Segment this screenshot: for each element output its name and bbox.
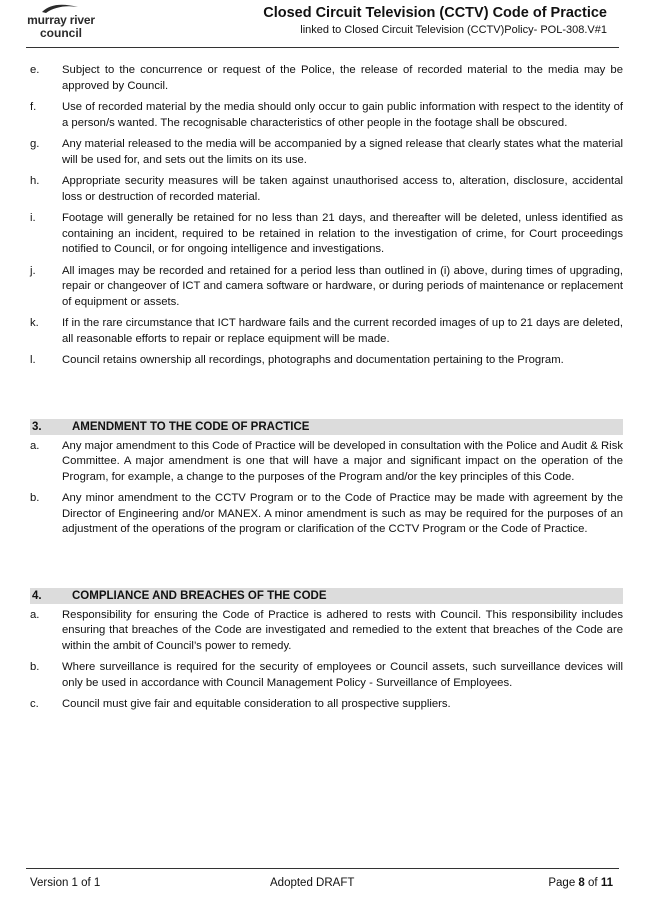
section-number: 3. (32, 420, 42, 433)
item-letter: h. (30, 175, 40, 187)
list-item (30, 137, 623, 168)
list-item (30, 439, 623, 486)
item-text: All images may be recorded and retained for a period less than outlined in (i) above, during times of upgrading, repair or changeover of ICT and camera software or hardware, or during periods of maintenance or replacement of equipment or assets. (62, 264, 623, 308)
item-letter: b. (30, 661, 40, 673)
item-letter: l. (30, 354, 36, 366)
footer-divider (26, 868, 619, 869)
page-label: Page (548, 877, 576, 889)
section-number: 4. (32, 589, 42, 602)
item-text: If in the rare circumstance that ICT hardware fails and the current recorded images of up to 21 days are deleted, all reasonable efforts to repair or replace equipment will be made. (62, 317, 623, 345)
item-text: Any minor amendment to the CCTV Program or to the Code of Practice may be made with agreement by the Director of Engineering and/or MANEX. A minor amendment is such as may be required for the purposes of an adjustment of the operations of the program or clarification of the CCTV Program or the Code of Practice. (62, 492, 623, 535)
item-text: Any material released to the media will be accompanied by a signed release that clearly states what the material will be used for, and sets out the limits on its use. (62, 138, 623, 166)
item-text: Appropriate security measures will be taken against unauthorised access to, alteration, disclosure, accidental loss or destruction of recorded material. (62, 175, 623, 203)
council-logo (26, 2, 94, 44)
item-text: Use of recorded material by the media should only occur to gain public information with respect to the identity of a person/s wanted. The recognisable characteristics of other people in the footage shall be obscured. (62, 101, 623, 129)
item-text: Responsibility for ensuring the Code of Practice is adhered to rests with Council. This responsibility includes ensuring that breaches of the Code are investigated and remedied to the extent that breaches of the Code are within the ambit of Council’s power to remedy. (62, 608, 623, 652)
section-heading-amendment (30, 419, 623, 435)
list-item (30, 353, 623, 369)
item-letter: g. (30, 138, 40, 150)
footer-status: Adopted DRAFT (270, 877, 355, 889)
item-text: Council must give fair and equitable consideration to all prospective suppliers. (62, 698, 451, 710)
item-letter: k. (30, 317, 39, 329)
list-item (30, 316, 623, 347)
item-letter: f. (30, 101, 37, 113)
logo-text-line2: council (39, 26, 82, 40)
page-current: 8 (578, 877, 585, 889)
section-title: AMENDMENT TO THE CODE OF PRACTICE (72, 420, 310, 433)
document-subtitle: linked to Closed Circuit Television (CCTV)Policy- POL-308.V#1 (300, 24, 607, 36)
list-item (30, 174, 623, 205)
list-item (30, 211, 623, 258)
item-letter: c. (30, 698, 39, 710)
item-letter: i. (30, 212, 36, 224)
item-text: Any major amendment to this Code of Practice will be developed in consultation with the Police and Audit & Risk Committee. A major amendment is one that will have a major and significant impact on the operation of the Program, for example, a change to the purposes of the Program and/or the key principles of this Code. (62, 439, 623, 483)
list-item (30, 264, 623, 311)
list-item (30, 660, 623, 691)
document-body (30, 63, 623, 719)
item-letter: j. (30, 264, 36, 277)
section-heading-compliance (30, 588, 623, 604)
list-item (30, 608, 623, 655)
section-title: COMPLIANCE AND BREACHES OF THE CODE (72, 589, 327, 602)
page-total: 11 (600, 877, 613, 889)
item-text: Footage will generally be retained for no less than 21 days, and thereafter will be deleted, unless identified as containing an incident, required to be retained in relation to the investigation of crime, for Court proceedings notified to Council, or for ongoing intelligence and investigations. (62, 212, 623, 255)
item-text: Subject to the concurrence or request of the Police, the release of recorded material to the media may be approved by Council. (62, 64, 623, 92)
list-item (30, 491, 623, 538)
list-item (30, 697, 623, 713)
item-text: Where surveillance is required for the security of employees or Council assets, such surveillance devices will only be used in accordance with Council Management Policy - Surveillance of Employees. (62, 661, 623, 689)
footer-version: Version 1 of 1 (30, 877, 101, 889)
item-letter: b. (30, 492, 40, 504)
item-letter: e. (30, 64, 40, 76)
item-text: Council retains ownership all recordings, photographs and documentation pertaining to the Program. (62, 354, 564, 366)
item-letter: a. (30, 608, 40, 621)
footer-page-number (548, 877, 613, 889)
list-item (30, 100, 623, 131)
page-of: of (588, 877, 598, 889)
header-divider (26, 47, 619, 48)
item-letter: a. (30, 439, 40, 452)
document-title: Closed Circuit Television (CCTV) Code of Practice (263, 5, 607, 21)
logo-text-line1: murray river (27, 13, 95, 27)
list-item (30, 63, 623, 94)
page-header (0, 0, 645, 48)
